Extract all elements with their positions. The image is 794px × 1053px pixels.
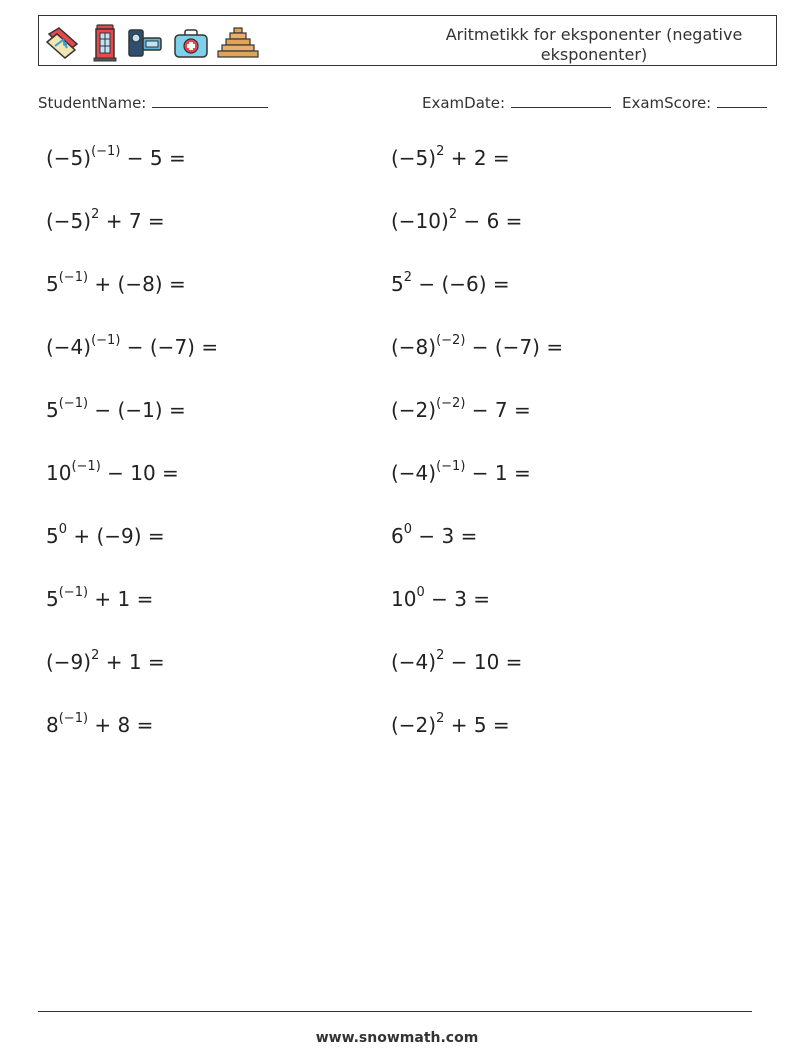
problem-item: $(-5)^2 + 2$ = xyxy=(391,144,510,170)
problem-item: $5^{(-1)} - (-1)$ = xyxy=(46,396,186,422)
problem-item: $(-9)^2 + 1$ = xyxy=(46,648,165,674)
problem-item: $5^{(-1)} + 1$ = xyxy=(46,585,154,611)
problem-row xyxy=(46,514,746,577)
problem-item: $10^0 - 3$ = xyxy=(391,585,491,611)
problem-item: $10^{(-1)} - 10$ = xyxy=(46,459,179,485)
footer-url[interactable]: www.snowmath.com xyxy=(315,1030,479,1046)
exam-date-field[interactable] xyxy=(422,93,611,112)
problem-row xyxy=(46,577,746,640)
problem-item: $5^0 + (-9)$ = xyxy=(46,522,165,548)
exam-score-blank[interactable] xyxy=(717,93,767,108)
problem-row xyxy=(46,199,746,262)
student-name-field[interactable] xyxy=(38,93,268,112)
problem-row xyxy=(46,640,746,703)
problem-row xyxy=(46,451,746,514)
student-name-blank[interactable] xyxy=(152,93,268,108)
problem-item: $(-5)^2 + 7$ = xyxy=(46,207,165,233)
problem-item: $(-5)^{(-1)} - 5$ = xyxy=(46,144,186,170)
problem-row xyxy=(46,262,746,325)
problem-item: $(-4)^2 - 10$ = xyxy=(391,648,523,674)
student-name-label: StudentName: xyxy=(38,94,147,112)
exam-date-label: ExamDate: xyxy=(422,94,506,112)
problem-item: $(-4)^{(-1)} - 1$ = xyxy=(391,459,531,485)
problem-item: $(-2)^{(-2)} - 7$ = xyxy=(391,396,531,422)
problem-item: $(-8)^{(-2)} - (-7)$ = xyxy=(391,333,564,359)
exam-score-field[interactable] xyxy=(622,93,767,112)
map-icon xyxy=(43,22,83,62)
exam-score-label: ExamScore: xyxy=(622,94,712,112)
problem-item: $6^0 - 3$ = xyxy=(391,522,478,548)
phone-booth-icon xyxy=(91,22,119,62)
footer-divider xyxy=(38,1011,752,1012)
pyramid-icon xyxy=(217,22,259,62)
header-icons xyxy=(43,22,259,62)
problem-row xyxy=(46,703,746,766)
problem-item: $8^{(-1)} + 8$ = xyxy=(46,711,154,737)
worksheet-header xyxy=(38,15,777,66)
problem-row xyxy=(46,325,746,388)
problem-row xyxy=(46,136,746,199)
worksheet-title: Aritmetikk for eksponenter (negative eksponenter) xyxy=(445,25,743,64)
problem-item: $5^{(-1)} + (-8)$ = xyxy=(46,270,186,296)
problem-row xyxy=(46,388,746,451)
problem-item: $5^2 - (-6)$ = xyxy=(391,270,510,296)
first-aid-kit-icon xyxy=(173,22,209,62)
problem-grid xyxy=(46,136,746,766)
problem-item: $(-10)^2 - 6$ = xyxy=(391,207,523,233)
camcorder-icon xyxy=(127,22,165,62)
problem-item: $(-2)^2 + 5$ = xyxy=(391,711,510,737)
problem-item: $(-4)^{(-1)} - (-7)$ = xyxy=(46,333,219,359)
exam-date-blank[interactable] xyxy=(511,93,611,108)
